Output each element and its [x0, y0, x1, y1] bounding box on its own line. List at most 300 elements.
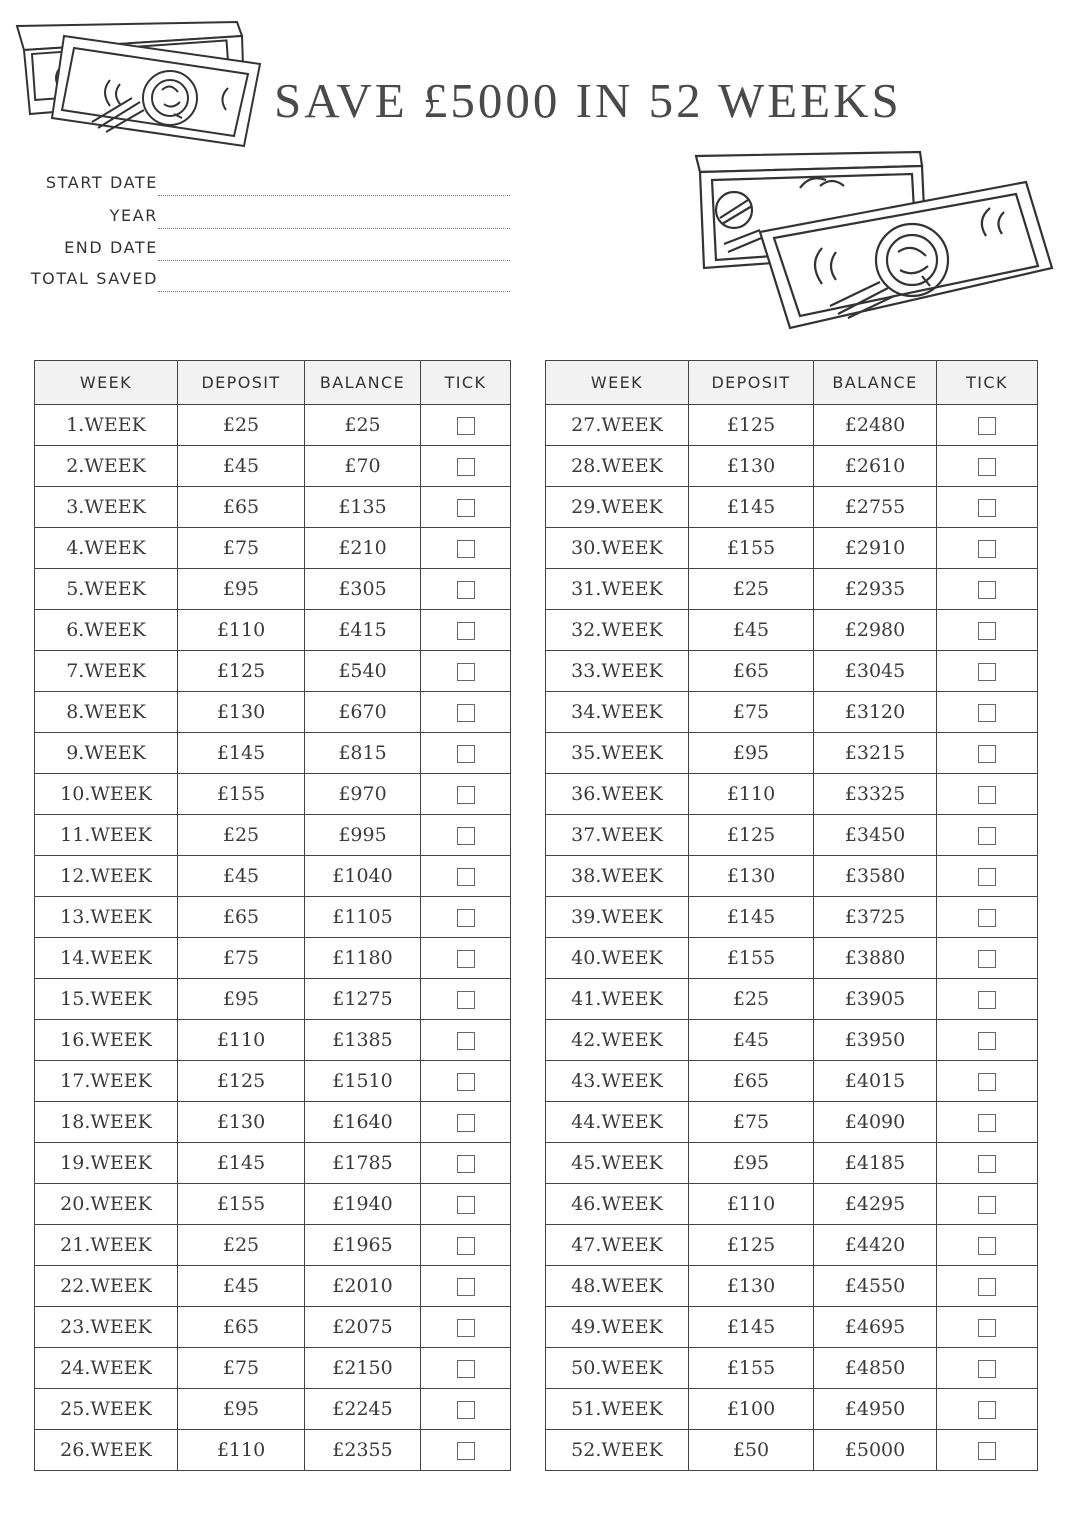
year-line[interactable] [158, 228, 510, 229]
balance-cell: £3725 [814, 897, 937, 938]
total-saved-field[interactable] [0, 264, 520, 292]
tick-checkbox[interactable] [457, 1278, 475, 1296]
table-row [35, 651, 511, 692]
balance-header: BALANCE [814, 361, 937, 405]
week-cell: 48.WEEK [546, 1266, 689, 1307]
week-cell: 15.WEEK [35, 979, 178, 1020]
tick-checkbox[interactable] [978, 663, 996, 681]
tick-checkbox[interactable] [978, 1237, 996, 1255]
week-cell: 3.WEEK [35, 487, 178, 528]
end-date-line[interactable] [158, 260, 510, 261]
balance-cell: £995 [305, 815, 421, 856]
table-row [546, 610, 1038, 651]
table-row [546, 1184, 1038, 1225]
deposit-cell: £110 [178, 610, 305, 651]
table-row [546, 1102, 1038, 1143]
tick-checkbox[interactable] [978, 950, 996, 968]
week-cell: 35.WEEK [546, 733, 689, 774]
table-row [35, 815, 511, 856]
deposit-cell: £25 [178, 815, 305, 856]
deposit-cell: £25 [178, 1225, 305, 1266]
tick-checkbox[interactable] [457, 909, 475, 927]
tick-cell [937, 815, 1038, 856]
table-row [546, 487, 1038, 528]
balance-cell: £2075 [305, 1307, 421, 1348]
tick-cell [421, 1184, 511, 1225]
balance-cell: £3950 [814, 1020, 937, 1061]
balance-cell: £2755 [814, 487, 937, 528]
week-cell: 49.WEEK [546, 1307, 689, 1348]
deposit-cell: £100 [689, 1389, 814, 1430]
tick-checkbox[interactable] [457, 1401, 475, 1419]
week-cell: 33.WEEK [546, 651, 689, 692]
deposit-cell: £75 [178, 938, 305, 979]
deposit-cell: £125 [689, 1225, 814, 1266]
deposit-cell: £65 [689, 1061, 814, 1102]
tick-cell [421, 815, 511, 856]
tick-cell [421, 651, 511, 692]
table-row [546, 1266, 1038, 1307]
tick-checkbox[interactable] [978, 1196, 996, 1214]
balance-cell: £815 [305, 733, 421, 774]
table-row [546, 733, 1038, 774]
tick-cell [937, 1143, 1038, 1184]
balance-header: BALANCE [305, 361, 421, 405]
table-row [546, 856, 1038, 897]
tick-cell [421, 569, 511, 610]
tick-checkbox[interactable] [457, 1073, 475, 1091]
tick-cell [421, 446, 511, 487]
week-cell: 51.WEEK [546, 1389, 689, 1430]
tick-checkbox[interactable] [457, 581, 475, 599]
tick-checkbox[interactable] [978, 499, 996, 517]
table-row [546, 528, 1038, 569]
deposit-cell: £95 [178, 569, 305, 610]
week-cell: 38.WEEK [546, 856, 689, 897]
tick-cell [937, 733, 1038, 774]
table-row [35, 1143, 511, 1184]
balance-cell: £305 [305, 569, 421, 610]
table-row [35, 487, 511, 528]
week-cell: 9.WEEK [35, 733, 178, 774]
tick-cell [421, 487, 511, 528]
deposit-cell: £110 [689, 1184, 814, 1225]
table-row [546, 938, 1038, 979]
week-cell: 23.WEEK [35, 1307, 178, 1348]
tick-checkbox[interactable] [978, 581, 996, 599]
balance-cell: £2935 [814, 569, 937, 610]
week-cell: 45.WEEK [546, 1143, 689, 1184]
tick-cell [937, 692, 1038, 733]
deposit-cell: £45 [178, 1266, 305, 1307]
table-row [546, 405, 1038, 446]
balance-cell: £3580 [814, 856, 937, 897]
year-field[interactable] [0, 201, 520, 229]
table-row [35, 1102, 511, 1143]
tick-checkbox[interactable] [457, 991, 475, 1009]
deposit-cell: £125 [689, 405, 814, 446]
table-row [35, 1348, 511, 1389]
balance-cell: £4185 [814, 1143, 937, 1184]
total-saved-line[interactable] [158, 291, 510, 292]
table-row [546, 651, 1038, 692]
deposit-cell: £125 [178, 651, 305, 692]
table-row [546, 569, 1038, 610]
tick-cell [421, 528, 511, 569]
balance-cell: £1180 [305, 938, 421, 979]
deposit-cell: £125 [689, 815, 814, 856]
tick-checkbox[interactable] [457, 1319, 475, 1337]
tick-cell [421, 1348, 511, 1389]
tick-checkbox[interactable] [457, 745, 475, 763]
balance-cell: £5000 [814, 1430, 937, 1471]
balance-cell: £3120 [814, 692, 937, 733]
week-cell: 17.WEEK [35, 1061, 178, 1102]
table-row [35, 1307, 511, 1348]
balance-cell: £2355 [305, 1430, 421, 1471]
week-cell: 16.WEEK [35, 1020, 178, 1061]
total-saved-label: TOTAL SAVED [30, 269, 158, 288]
deposit-cell: £145 [689, 897, 814, 938]
deposit-cell: £130 [178, 692, 305, 733]
balance-cell: £4420 [814, 1225, 937, 1266]
tick-cell [937, 1389, 1038, 1430]
balance-cell: £2910 [814, 528, 937, 569]
tick-checkbox[interactable] [978, 704, 996, 722]
balance-cell: £670 [305, 692, 421, 733]
tick-cell [421, 1020, 511, 1061]
tick-checkbox[interactable] [978, 417, 996, 435]
tick-checkbox[interactable] [457, 827, 475, 845]
start-date-field[interactable] [0, 168, 520, 196]
week-cell: 12.WEEK [35, 856, 178, 897]
tick-cell [421, 1307, 511, 1348]
tick-cell [421, 938, 511, 979]
tick-cell [937, 938, 1038, 979]
tick-checkbox[interactable] [457, 1237, 475, 1255]
week-cell: 25.WEEK [35, 1389, 178, 1430]
week-cell: 19.WEEK [35, 1143, 178, 1184]
deposit-cell: £65 [178, 897, 305, 938]
tick-cell [937, 528, 1038, 569]
week-cell: 11.WEEK [35, 815, 178, 856]
tick-cell [937, 1061, 1038, 1102]
tick-checkbox[interactable] [978, 827, 996, 845]
balance-cell: £4850 [814, 1348, 937, 1389]
tick-checkbox[interactable] [978, 1073, 996, 1091]
deposit-cell: £130 [689, 1266, 814, 1307]
tick-checkbox[interactable] [457, 1032, 475, 1050]
deposit-cell: £145 [689, 1307, 814, 1348]
balance-cell: £4695 [814, 1307, 937, 1348]
table-row [546, 1225, 1038, 1266]
deposit-cell: £130 [689, 856, 814, 897]
week-cell: 13.WEEK [35, 897, 178, 938]
deposit-cell: £45 [689, 610, 814, 651]
deposit-cell: £95 [178, 979, 305, 1020]
week-header: WEEK [546, 361, 689, 405]
week-cell: 8.WEEK [35, 692, 178, 733]
tick-cell [421, 733, 511, 774]
deposit-cell: £45 [178, 856, 305, 897]
table-row [546, 1061, 1038, 1102]
tick-checkbox[interactable] [457, 1114, 475, 1132]
balance-cell: £1940 [305, 1184, 421, 1225]
tick-checkbox[interactable] [457, 417, 475, 435]
balance-cell: £3905 [814, 979, 937, 1020]
tick-cell [937, 856, 1038, 897]
balance-cell: £970 [305, 774, 421, 815]
tick-cell [421, 774, 511, 815]
tick-checkbox[interactable] [978, 1155, 996, 1173]
week-cell: 29.WEEK [546, 487, 689, 528]
tick-checkbox[interactable] [978, 745, 996, 763]
tick-cell [937, 651, 1038, 692]
balance-cell: £2480 [814, 405, 937, 446]
deposit-cell: £130 [689, 446, 814, 487]
tick-checkbox[interactable] [457, 1196, 475, 1214]
deposit-cell: £75 [178, 528, 305, 569]
tick-checkbox[interactable] [978, 540, 996, 558]
balance-cell: £4950 [814, 1389, 937, 1430]
table-row [546, 1430, 1038, 1471]
tick-checkbox[interactable] [457, 458, 475, 476]
tick-cell [421, 1102, 511, 1143]
tick-cell [421, 610, 511, 651]
deposit-cell: £45 [178, 446, 305, 487]
tick-checkbox[interactable] [978, 868, 996, 886]
tick-cell [421, 692, 511, 733]
week-cell: 42.WEEK [546, 1020, 689, 1061]
deposit-header: DEPOSIT [178, 361, 305, 405]
week-cell: 26.WEEK [35, 1430, 178, 1471]
deposit-cell: £155 [689, 938, 814, 979]
deposit-cell: £65 [689, 651, 814, 692]
tick-checkbox[interactable] [978, 1442, 996, 1460]
tick-checkbox[interactable] [457, 663, 475, 681]
balance-cell: £2150 [305, 1348, 421, 1389]
table-row [35, 938, 511, 979]
deposit-cell: £25 [689, 569, 814, 610]
balance-cell: £3450 [814, 815, 937, 856]
table-row [35, 1184, 511, 1225]
tick-checkbox[interactable] [978, 1114, 996, 1132]
table-row [546, 692, 1038, 733]
deposit-cell: £155 [178, 1184, 305, 1225]
tick-cell [421, 1061, 511, 1102]
tick-checkbox[interactable] [978, 991, 996, 1009]
tick-checkbox[interactable] [978, 1401, 996, 1419]
table-row [546, 774, 1038, 815]
table-row [546, 815, 1038, 856]
end-date-field[interactable] [0, 233, 520, 261]
balance-cell: £1785 [305, 1143, 421, 1184]
balance-cell: £1105 [305, 897, 421, 938]
balance-cell: £1040 [305, 856, 421, 897]
balance-cell: £25 [305, 405, 421, 446]
tick-cell [937, 774, 1038, 815]
deposit-cell: £110 [689, 774, 814, 815]
deposit-cell: £65 [178, 1307, 305, 1348]
balance-cell: £1640 [305, 1102, 421, 1143]
week-cell: 32.WEEK [546, 610, 689, 651]
table-row [546, 979, 1038, 1020]
balance-cell: £4090 [814, 1102, 937, 1143]
week-cell: 18.WEEK [35, 1102, 178, 1143]
deposit-cell: £75 [178, 1348, 305, 1389]
week-cell: 39.WEEK [546, 897, 689, 938]
tick-checkbox[interactable] [457, 704, 475, 722]
tick-cell [937, 1266, 1038, 1307]
deposit-cell: £75 [689, 692, 814, 733]
week-cell: 7.WEEK [35, 651, 178, 692]
tick-cell [937, 405, 1038, 446]
tick-checkbox[interactable] [457, 1360, 475, 1378]
table-row [35, 1430, 511, 1471]
deposit-cell: £145 [178, 1143, 305, 1184]
tick-cell [421, 405, 511, 446]
table-row [35, 1266, 511, 1307]
tick-checkbox[interactable] [978, 1319, 996, 1337]
tick-checkbox[interactable] [978, 1278, 996, 1296]
week-cell: 37.WEEK [546, 815, 689, 856]
page-title: SAVE £5000 IN 52 WEEKS [274, 73, 902, 128]
week-cell: 50.WEEK [546, 1348, 689, 1389]
tick-cell [937, 487, 1038, 528]
table-row [546, 1020, 1038, 1061]
table-row [546, 897, 1038, 938]
deposit-cell: £155 [689, 1348, 814, 1389]
tick-cell [937, 1225, 1038, 1266]
tick-cell [937, 446, 1038, 487]
balance-cell: £1965 [305, 1225, 421, 1266]
table-row [35, 856, 511, 897]
tick-checkbox[interactable] [457, 499, 475, 517]
deposit-cell: £95 [689, 733, 814, 774]
deposit-cell: £25 [178, 405, 305, 446]
table-row [35, 774, 511, 815]
deposit-cell: £75 [689, 1102, 814, 1143]
balance-cell: £210 [305, 528, 421, 569]
tick-cell [937, 897, 1038, 938]
start-date-label: START DATE [45, 173, 158, 192]
tick-checkbox[interactable] [457, 540, 475, 558]
table-row [35, 405, 511, 446]
week-cell: 31.WEEK [546, 569, 689, 610]
savings-table-left [34, 360, 511, 1471]
tick-checkbox[interactable] [457, 622, 475, 640]
banknote-stack-icon [690, 148, 1056, 334]
table-row [35, 1225, 511, 1266]
tick-checkbox[interactable] [457, 1155, 475, 1173]
deposit-cell: £110 [178, 1430, 305, 1471]
week-cell: 47.WEEK [546, 1225, 689, 1266]
balance-cell: £2010 [305, 1266, 421, 1307]
balance-cell: £3880 [814, 938, 937, 979]
tick-cell [421, 1266, 511, 1307]
week-cell: 41.WEEK [546, 979, 689, 1020]
deposit-cell: £45 [689, 1020, 814, 1061]
week-cell: 46.WEEK [546, 1184, 689, 1225]
balance-cell: £2610 [814, 446, 937, 487]
week-cell: 10.WEEK [35, 774, 178, 815]
tick-cell [937, 1348, 1038, 1389]
tick-checkbox[interactable] [978, 786, 996, 804]
start-date-line[interactable] [158, 195, 510, 196]
week-cell: 1.WEEK [35, 405, 178, 446]
tick-checkbox[interactable] [457, 1442, 475, 1460]
deposit-cell: £65 [178, 487, 305, 528]
deposit-cell: £95 [178, 1389, 305, 1430]
tick-header: TICK [421, 361, 511, 405]
tick-cell [937, 1102, 1038, 1143]
tick-checkbox[interactable] [457, 868, 475, 886]
week-cell: 28.WEEK [546, 446, 689, 487]
balance-cell: £540 [305, 651, 421, 692]
deposit-cell: £145 [689, 487, 814, 528]
tick-checkbox[interactable] [978, 1032, 996, 1050]
balance-cell: £3325 [814, 774, 937, 815]
tick-cell [421, 979, 511, 1020]
tick-cell [421, 1389, 511, 1430]
tick-cell [937, 1307, 1038, 1348]
table-header [546, 361, 1038, 405]
deposit-header: DEPOSIT [689, 361, 814, 405]
table-row [35, 1061, 511, 1102]
deposit-cell: £25 [689, 979, 814, 1020]
tick-checkbox[interactable] [978, 458, 996, 476]
end-date-label: END DATE [64, 238, 158, 257]
tick-checkbox[interactable] [978, 622, 996, 640]
table-row [35, 1020, 511, 1061]
tick-cell [937, 1020, 1038, 1061]
balance-cell: £3215 [814, 733, 937, 774]
tick-checkbox[interactable] [978, 909, 996, 927]
tick-cell [421, 1225, 511, 1266]
week-cell: 6.WEEK [35, 610, 178, 651]
balance-cell: £4550 [814, 1266, 937, 1307]
table-row [35, 897, 511, 938]
balance-cell: £415 [305, 610, 421, 651]
table-row [35, 446, 511, 487]
table-row [35, 979, 511, 1020]
tick-cell [421, 1430, 511, 1471]
tick-cell [937, 569, 1038, 610]
tick-checkbox[interactable] [978, 1360, 996, 1378]
week-cell: 30.WEEK [546, 528, 689, 569]
balance-cell: £2980 [814, 610, 937, 651]
week-cell: 52.WEEK [546, 1430, 689, 1471]
table-row [35, 733, 511, 774]
deposit-cell: £125 [178, 1061, 305, 1102]
balance-cell: £2245 [305, 1389, 421, 1430]
tick-checkbox[interactable] [457, 786, 475, 804]
deposit-cell: £110 [178, 1020, 305, 1061]
week-cell: 34.WEEK [546, 692, 689, 733]
week-cell: 2.WEEK [35, 446, 178, 487]
week-cell: 24.WEEK [35, 1348, 178, 1389]
tick-cell [937, 610, 1038, 651]
table-row [546, 1348, 1038, 1389]
week-cell: 36.WEEK [546, 774, 689, 815]
deposit-cell: £155 [178, 774, 305, 815]
deposit-cell: £130 [178, 1102, 305, 1143]
tick-checkbox[interactable] [457, 950, 475, 968]
balance-cell: £1275 [305, 979, 421, 1020]
week-cell: 21.WEEK [35, 1225, 178, 1266]
week-cell: 22.WEEK [35, 1266, 178, 1307]
year-label: YEAR [109, 206, 158, 225]
